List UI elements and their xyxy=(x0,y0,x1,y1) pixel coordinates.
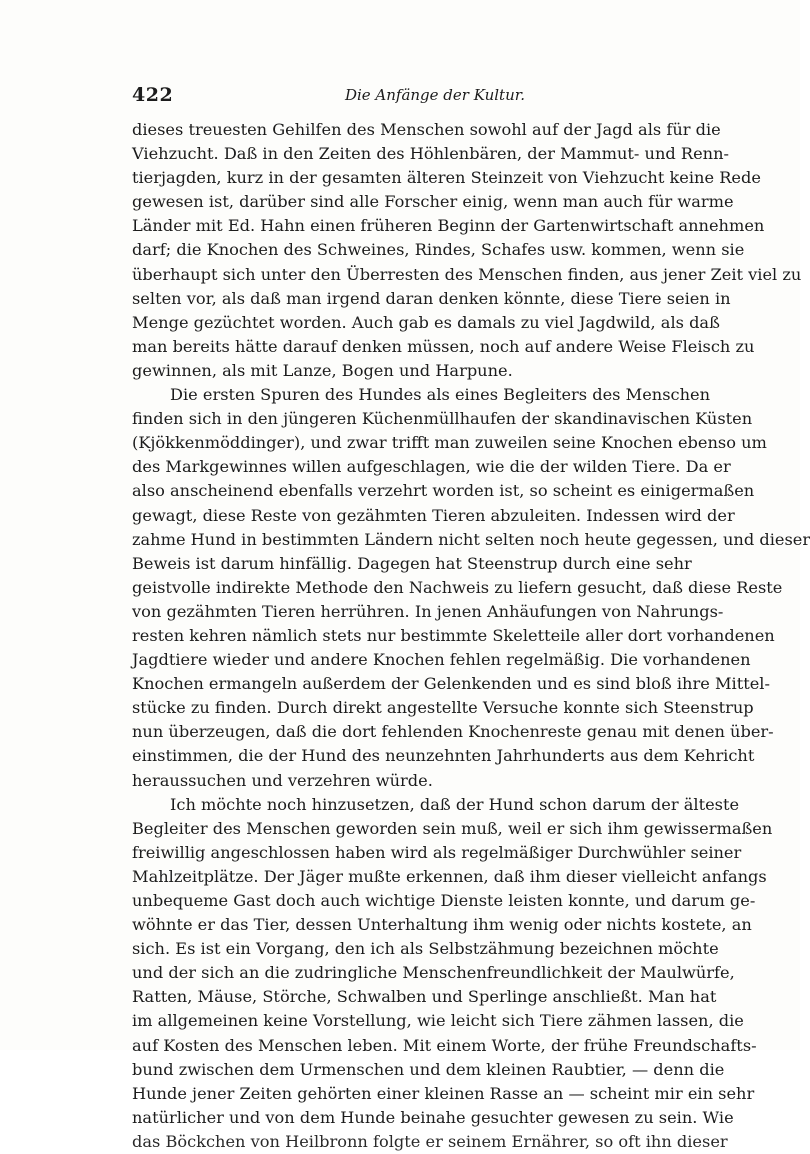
text-line: im allgemeinen keine Vorstellung, wie leicht sich Tiere zähmen lassen, die xyxy=(132,1011,744,1031)
text-line: überhaupt sich unter den Überresten des Menschen finden, aus jener Zeit viel zu xyxy=(132,264,802,284)
text-line: gewagt, diese Reste von gezähmten Tieren abzuleiten. Indessen wird der xyxy=(132,505,735,525)
text-line: unbequeme Gast doch auch wichtige Dienste leisten konnte, und darum ge- xyxy=(132,891,756,910)
text-line: man bereits hätte darauf denken müssen, noch auf andere Weise Fleisch zu xyxy=(132,336,755,356)
text-line: zahme Hund in bestimmten Ländern nicht selten noch heute gegessen, und dieser xyxy=(132,529,810,549)
text-line: also anscheinend ebenfalls verzehrt worden ist, so scheint es einigermaßen xyxy=(132,481,755,501)
text-line: von gezähmten Tieren herrühren. In jenen Anhäufungen von Nahrungs- xyxy=(132,601,724,621)
text-line: Mahlzeitplätze. Der Jäger mußte erkennen, daß ihm dieser vielleicht anfangs xyxy=(132,866,767,886)
text-line: Begleiter des Menschen geworden sein muß, weil er sich ihm gewissermaßen xyxy=(132,818,773,838)
text-line: Menge gezüchtet worden. Auch gab es damals zu viel Jagdwild, als daß xyxy=(132,312,720,332)
page-number: 422 xyxy=(132,84,174,106)
text-line: gewesen ist, darüber sind alle Forscher einig, wenn man auch für warme xyxy=(132,192,734,212)
text-line: auf Kosten des Menschen leben. Mit einem Worte, der frühe Freundschafts- xyxy=(132,1035,757,1055)
body-text xyxy=(132,118,810,1151)
text-line: Knochen ermangeln außerdem der Gelenkenden und es sind bloß ihre Mittel- xyxy=(132,674,770,694)
text-line: heraussuchen und verzehren würde. xyxy=(132,770,433,790)
text-line: und der sich an die zudringliche Menschenfreundlichkeit der Maulwürfe, xyxy=(132,963,735,983)
paragraph xyxy=(132,383,810,793)
text-line: finden sich in den jüngeren Küchenmüllhaufen der skandinavischen Küsten xyxy=(132,409,753,429)
text-line: stücke zu finden. Durch direkt angestellte Versuche konnte sich Steenstrup xyxy=(132,698,754,718)
text-line: darf; die Knochen des Schweines, Rindes, Schafes usw. kommen, wenn sie xyxy=(132,240,745,260)
text-line: geistvolle indirekte Methode den Nachweis zu liefern gesucht, daß diese Reste xyxy=(132,577,783,597)
text-line: (Kjökkenmöddinger), und zwar trifft man zuweilen seine Knochen ebenso um xyxy=(132,433,767,453)
text-line: Länder mit Ed. Hahn einen früheren Beginn der Gartenwirtschaft annehmen xyxy=(132,216,765,236)
text-line: Die ersten Spuren des Hundes als eines Begleiters des Menschen xyxy=(170,385,711,405)
running-title: Die Anfänge der Kultur. xyxy=(344,86,526,104)
text-line: einstimmen, die der Hund des neunzehnten Jahrhunderts aus dem Kehricht xyxy=(132,746,755,766)
text-line: bund zwischen dem Urmenschen und dem kleinen Raubtier, — denn die xyxy=(132,1059,725,1079)
text-line: Ich möchte noch hinzusetzen, daß der Hund schon darum der älteste xyxy=(170,794,740,814)
paragraph xyxy=(132,793,773,1151)
text-line: resten kehren nämlich stets nur bestimmte Skeletteile aller dort vorhandenen xyxy=(132,625,775,645)
text-line: natürlicher und von dem Hunde beinahe gesuchter gewesen zu sein. Wie xyxy=(132,1107,734,1127)
text-line: tierjagden, kurz in der gesamten älteren Steinzeit von Viehzucht keine Rede xyxy=(132,168,761,188)
text-line: nun überzeugen, daß die dort fehlenden Knochenreste genau mit denen über- xyxy=(132,722,774,742)
text-line: dieses treuesten Gehilfen des Menschen sowohl auf der Jagd als für die xyxy=(132,120,721,139)
text-line: Ratten, Mäuse, Störche, Schwalben und Sperlinge anschließt. Man hat xyxy=(132,987,717,1007)
text-line: selten vor, als daß man irgend daran denken könnte, diese Tiere seien in xyxy=(132,288,731,308)
text-line: des Markgewinnes willen aufgeschlagen, wie die der wilden Tiere. Da er xyxy=(132,457,731,477)
text-line: sich. Es ist ein Vorgang, den ich als Selbstzähmung bezeichnen möchte xyxy=(132,939,719,959)
text-line: Jagdtiere wieder und andere Knochen fehlen regelmäßig. Die vorhandenen xyxy=(132,650,751,670)
text-line: wöhnte er das Tier, dessen Unterhaltung ihm wenig oder nichts kostete, an xyxy=(132,915,752,935)
text-line: gewinnen, als mit Lanze, Bogen und Harpune. xyxy=(132,360,513,380)
text-line: das Böckchen von Heilbronn folgte er seinem Ernährer, so oft ihn dieser xyxy=(132,1131,728,1151)
paragraph xyxy=(132,118,802,383)
text-line: freiwillig angeschlossen haben wird als regelmäßiger Durchwühler seiner xyxy=(132,842,742,862)
text-line: Beweis ist darum hinfällig. Dagegen hat Steenstrup durch eine sehr xyxy=(132,553,692,573)
text-line: Viehzucht. Daß in den Zeiten des Höhlenbären, der Mammut- und Renn- xyxy=(132,144,729,164)
text-line: Hunde jener Zeiten gehörten einer kleinen Rasse an — scheint mir ein sehr xyxy=(132,1083,755,1103)
